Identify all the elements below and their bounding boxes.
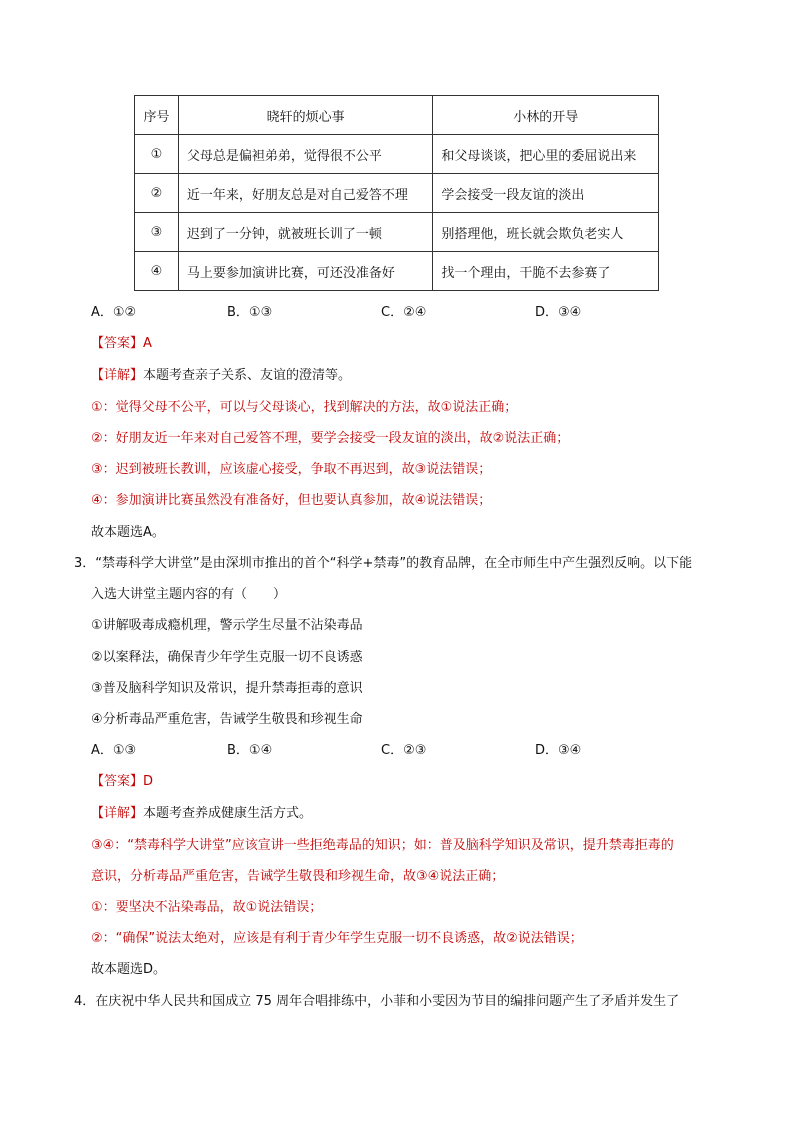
- question-stem: 在庆祝中华人民共和国成立 75 周年合唱排练中，小菲和小雯因为节目的编排问题产生了矛盾并发生了: [95, 994, 680, 1009]
- q3-option-b: B．①④: [227, 743, 273, 758]
- table-row: [135, 174, 659, 213]
- table-cell: 学会接受一段友谊的淡出: [433, 174, 659, 213]
- q2-option-b: B．①③: [227, 305, 273, 320]
- q3-analysis-line: ②：“确保”说法太绝对，应该是有利于青少年学生克服一切不良诱惑，故②说法错误；: [91, 931, 583, 946]
- q3-stem-line2: 入选大讲堂主题内容的有（ ）: [91, 587, 287, 602]
- q3-stem-line1: [74, 552, 692, 571]
- question-number: 3．: [74, 556, 96, 571]
- q2-conclusion: 故本题选A。: [91, 525, 165, 540]
- q2-analysis-line: ②：好朋友近一年来对自己爱答不理，要学会接受一段友谊的淡出，故②说法正确；: [91, 431, 570, 446]
- q2-detail: [91, 364, 351, 383]
- q4-stem-line1: [74, 990, 679, 1009]
- table-header-row: [135, 96, 659, 135]
- q3-item: ①讲解吸毒成瘾机理，警示学生尽量不沾染毒品: [91, 618, 363, 633]
- detail-label: 【详解】: [91, 806, 144, 821]
- detail-text: 本题考查养成健康生活方式。: [143, 806, 313, 821]
- table-cell: 别搭理他，班长就会欺负老实人: [433, 213, 659, 252]
- table-row: [135, 135, 659, 174]
- q2-analysis-line: ①：觉得父母不公平，可以与父母谈心，找到解决的方法，故①说法正确；: [91, 400, 518, 415]
- answer-value: A: [143, 336, 152, 351]
- header-cell: 晓轩的烦心事: [178, 96, 433, 135]
- q2-option-d: D．③④: [535, 305, 582, 320]
- answer-value: D: [143, 774, 154, 789]
- comparison-table: [134, 95, 659, 291]
- detail-text: 本题考查亲子关系、友谊的澄清等。: [143, 368, 352, 383]
- q3-answer: [91, 770, 153, 789]
- table-cell: 马上要参加演讲比赛，可还没准备好: [178, 252, 433, 291]
- detail-label: 【详解】: [91, 368, 144, 383]
- header-cell: 小林的开导: [433, 96, 659, 135]
- q3-option-a: A．①③: [91, 743, 137, 758]
- header-cell: 序号: [135, 96, 179, 135]
- table-cell: 父母总是偏袒弟弟，觉得很不公平: [178, 135, 433, 174]
- q2-answer: [91, 332, 152, 351]
- q3-option-d: D．③④: [535, 743, 582, 758]
- answer-label: 【答案】: [91, 774, 144, 789]
- answer-label: 【答案】: [91, 336, 144, 351]
- q2-option-c: C．②④: [381, 305, 427, 320]
- table-row: [135, 252, 659, 291]
- q3-analysis-line: 意识，分析毒品严重危害，告诫学生敬畏和珍视生命，故③④说法正确；: [91, 869, 505, 884]
- table-cell: ②: [135, 174, 179, 213]
- question-stem: “禁毒科学大讲堂”是由深圳市推出的首个“科学+禁毒”的教育品牌，在全市师生中产生强烈反响。以下能: [95, 556, 693, 571]
- q3-item: ②以案释法，确保青少年学生克服一切不良诱惑: [91, 650, 363, 665]
- q2-option-a: A．①②: [91, 305, 137, 320]
- q3-option-c: C．②③: [381, 743, 427, 758]
- table-row: [135, 213, 659, 252]
- table-cell: 迟到了一分钟，就被班长训了一顿: [178, 213, 433, 252]
- q3-analysis-line: ①：要坚决不沾染毒品，故①说法错误；: [91, 900, 323, 915]
- q2-analysis-line: ④：参加演讲比赛虽然没有准备好，但也要认真参加，故④说法错误；: [91, 493, 492, 508]
- q2-analysis-line: ③：迟到被班长教训，应该虚心接受，争取不再迟到，故③说法错误；: [91, 462, 492, 477]
- q3-conclusion: 故本题选D。: [91, 962, 167, 977]
- table-cell: ④: [135, 252, 179, 291]
- table-cell: 近一年来，好朋友总是对自己爱答不理: [178, 174, 433, 213]
- q3-detail: [91, 802, 312, 821]
- q3-analysis-line: ③④：“禁毒科学大讲堂”应该宣讲一些拒绝毒品的知识；如：普及脑科学知识及常识，提升禁毒拒毒的: [91, 838, 674, 853]
- table-cell: 找一个理由，干脆不去参赛了: [433, 252, 659, 291]
- table-cell: 和父母谈谈，把心里的委屈说出来: [433, 135, 659, 174]
- question-number: 4．: [74, 994, 96, 1009]
- table-cell: ①: [135, 135, 179, 174]
- table-cell: ③: [135, 213, 179, 252]
- q3-item: ③普及脑科学知识及常识，提升禁毒拒毒的意识: [91, 681, 363, 696]
- q3-item: ④分析毒品严重危害，告诫学生敬畏和珍视生命: [91, 712, 363, 727]
